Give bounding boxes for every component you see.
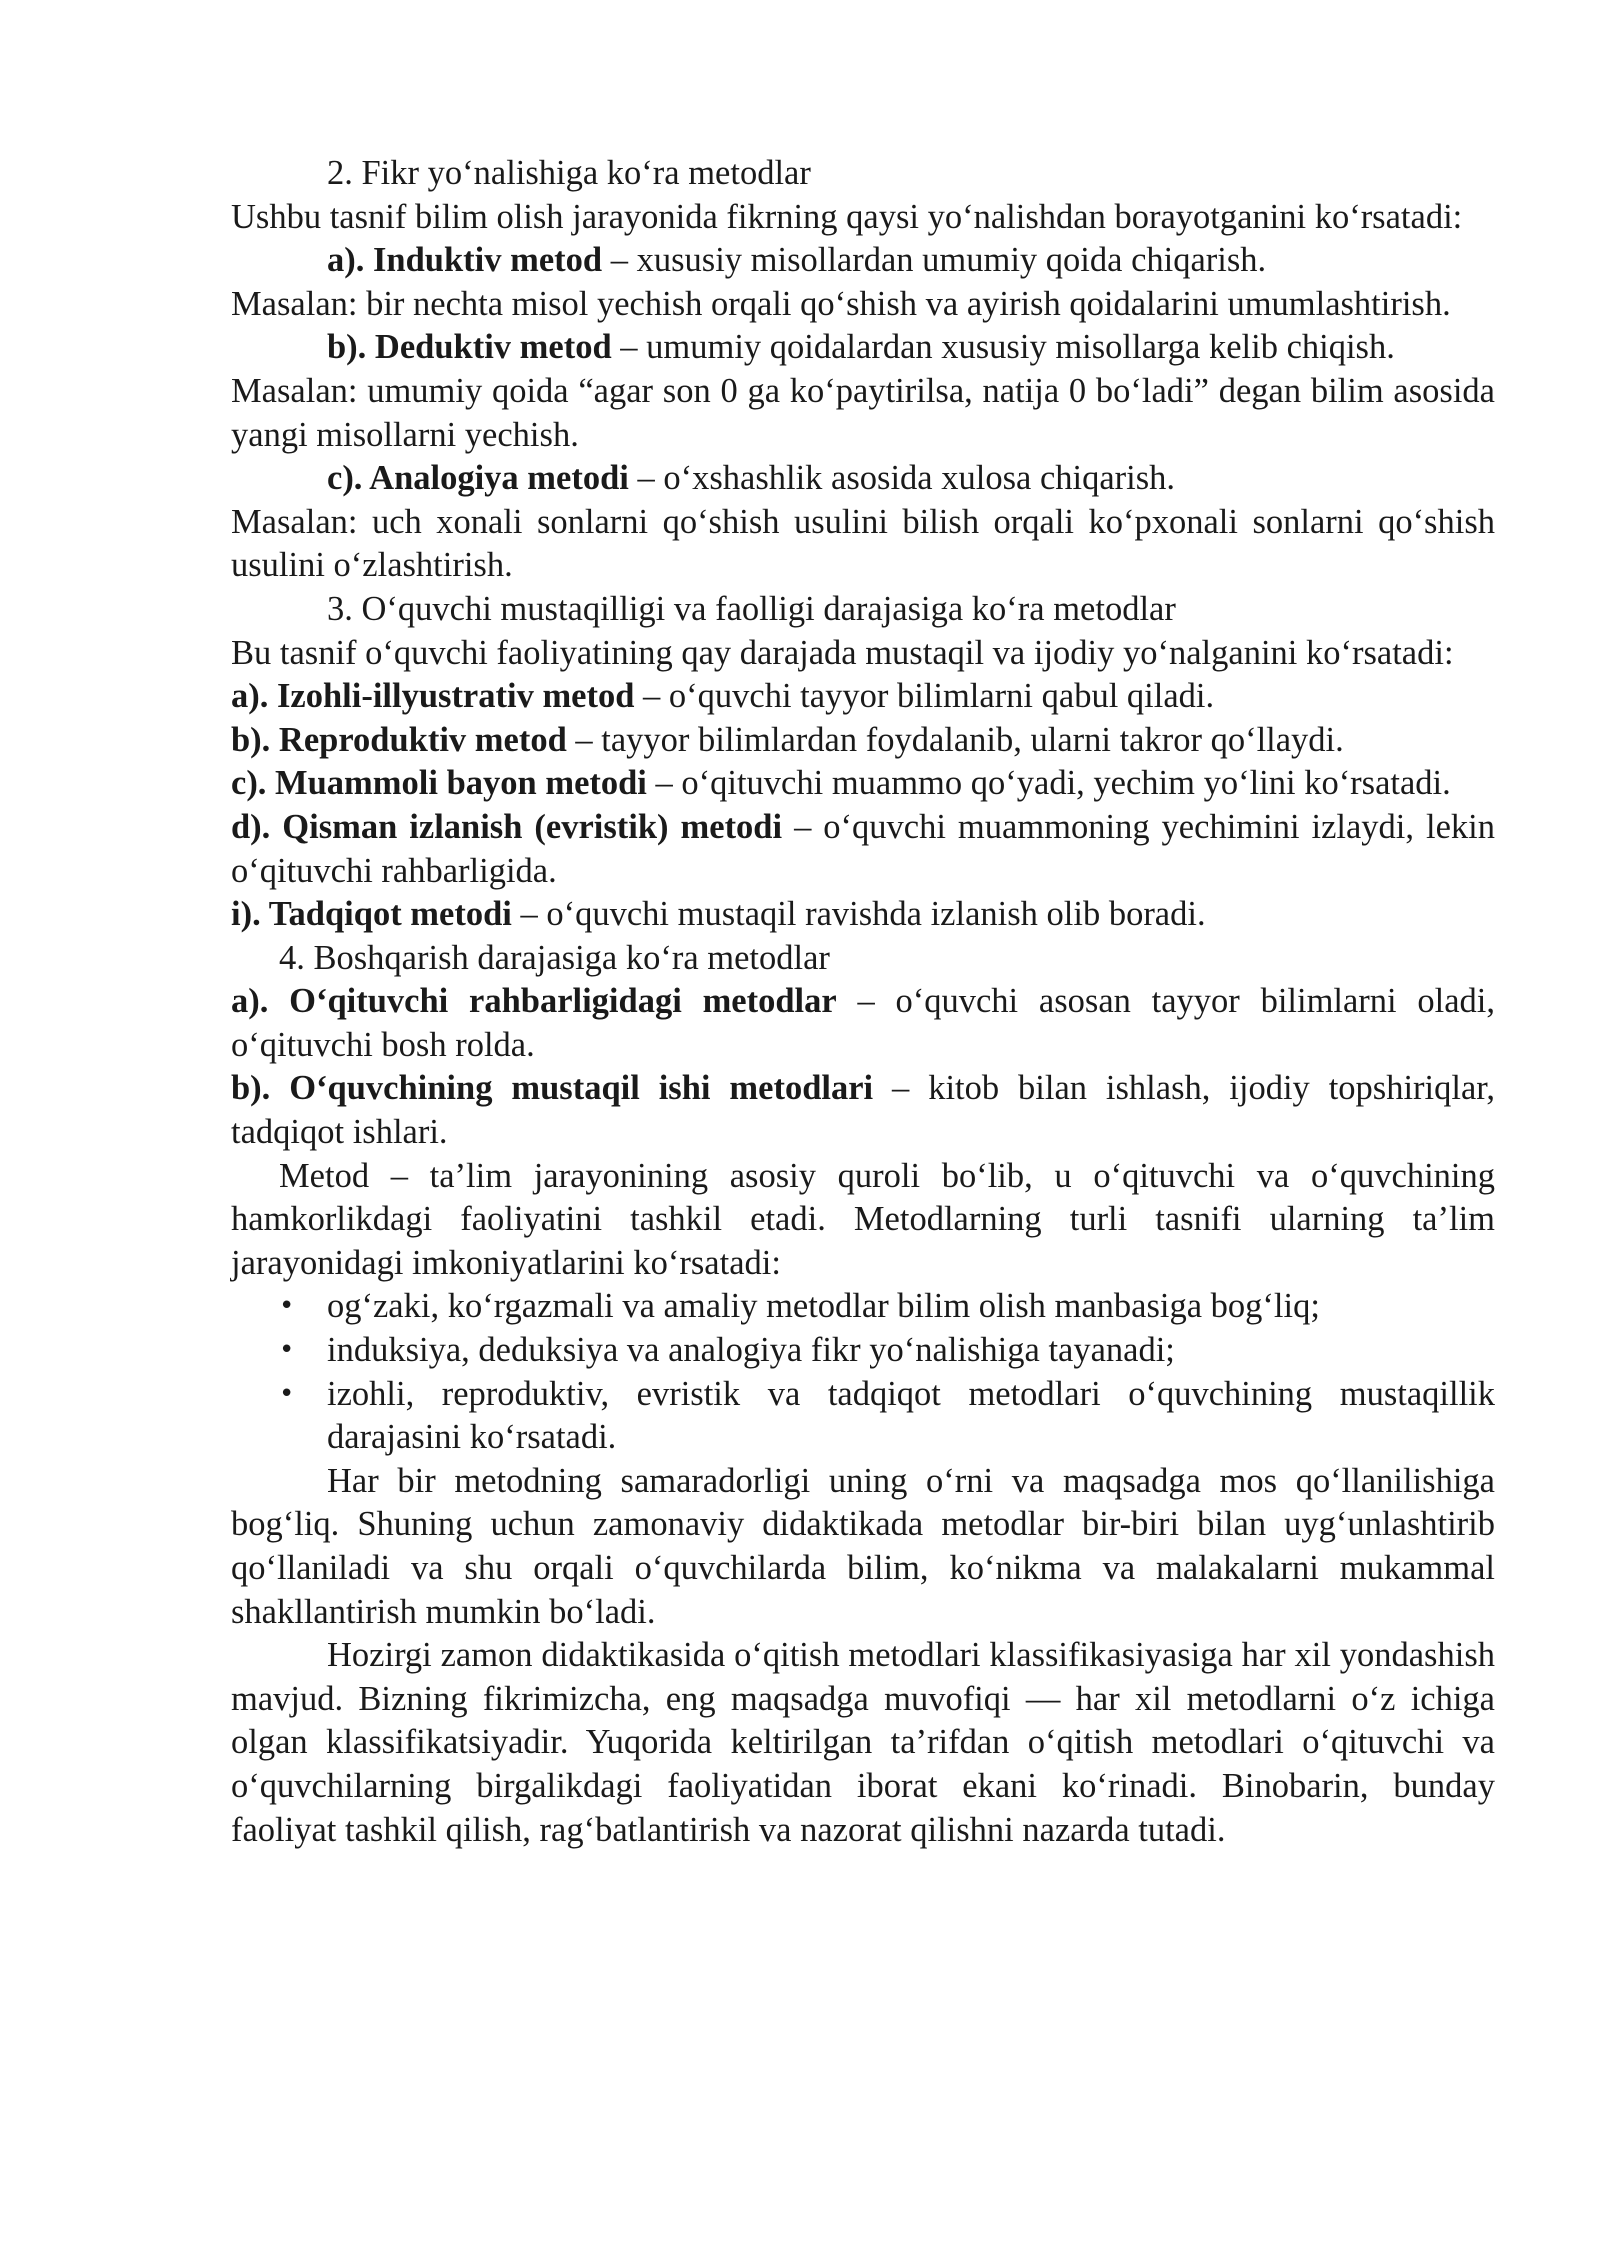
summary-bullet-list [231, 1285, 1495, 1459]
section2-item-b [231, 326, 1495, 370]
section2-intro: Ushbu tasnif bilim olish jarayonida fikrning qaysi yo‘nalishdan borayotganini ko‘rsatadi: [231, 197, 1463, 236]
term: b). O‘quvchining mustaqil ishi metodlari [231, 1069, 874, 1108]
term: c). Muammoli bayon metodi [231, 764, 647, 803]
definition: – o‘quvchi asosan tayyor bilimlarni oladi, o‘qituvchi bosh rolda. [231, 982, 1496, 1064]
section4-heading: 4. Boshqarish darajasiga ko‘ra metodlar [279, 938, 830, 977]
section3-item-a [231, 675, 1495, 719]
term: i). Tadqiqot metodi [231, 895, 512, 934]
definition: – o‘quvchi tayyor bilimlarni qabul qiladi. [634, 677, 1215, 716]
definition: – xususiy misollardan umumiy qoida chiqarish. [602, 241, 1267, 280]
section4-item-a [231, 980, 1495, 1067]
section2-item-a [231, 239, 1495, 283]
bullet-text: izohli, reproduktiv, evristik va tadqiqot metodlari o‘quvchining mustaqillik darajasini ko‘rsatadi. [327, 1374, 1495, 1457]
definition: – o‘qituvchi muammo qo‘yadi, yechim yo‘lini ko‘rsatadi. [646, 764, 1451, 803]
effectiveness-paragraph: Har bir metodning samaradorligi uning o‘rni va maqsadga mos qo‘llanilishiga bog‘liq. Shuning uchun zamonaviy didaktikada metodlar bir-biri bilan uyg‘unlashtirib qo‘llaniladi va shu orqali o‘quvchilarda bilim, ko‘nikma va malakalarni mukammal shakllantirish mumkin bo‘ladi. [231, 1461, 1495, 1631]
section3-item-b [231, 719, 1495, 763]
term: a). Induktiv metod [327, 241, 603, 280]
bullet-text: og‘zaki, ko‘rgazmali va amaliy metodlar bilim olish manbasiga bog‘liq; [327, 1287, 1320, 1326]
section2-example-b: Masalan: umumiy qoida “agar son 0 ga ko‘paytirilsa, natija 0 bo‘ladi” degan bilim asosida yangi misollarni yechish. [231, 371, 1495, 454]
definition: – tayyor bilimlardan foydalanib, ularni takror qo‘llaydi. [566, 720, 1344, 759]
bullet-icon: • [279, 1291, 295, 1322]
summary-paragraph: Metod – ta’lim jarayonining asosiy quroli bo‘lib, u o‘qituvchi va o‘quvchining hamkorlikdagi faoliyatini tashkil etadi. Metodlarning turli tasnifi ularning ta’lim jarayonidagi imkoniyatlarini ko‘rsatadi: [231, 1156, 1495, 1282]
list-item [231, 1373, 1495, 1460]
bullet-icon: • [279, 1378, 295, 1409]
bullet-icon: • [279, 1335, 295, 1366]
section2-example-c: Masalan: uch xonali sonlarni qo‘shish usulini bilish orqali ko‘pxonali sonlarni qo‘shish usulini o‘zlashtirish. [231, 502, 1495, 585]
section3-intro: Bu tasnif o‘quvchi faoliyatining qay darajada mustaqil va ijodiy yo‘nalganini ko‘rsatadi: [231, 633, 1454, 672]
section3-item-c [231, 762, 1495, 806]
classification-paragraph: Hozirgi zamon didaktikasida o‘qitish metodlari klassifikasiyasiga har xil yondashish mavjud. Bizning fikrimizcha, eng maqsadga muvofiqi — har xil metodlarni o‘z ichiga olgan klassifikatsiyadir. Yuqorida keltirilgan ta’rifdan o‘qitish metodlari o‘qituvchi va o‘quvchilarning birgalikdagi faoliyatidan iborat ekani ko‘rinadi. Binobarin, bunday faoliyat tashkil qilish, rag‘batlantirish va nazorat qilishni nazarda tutadi. [231, 1636, 1495, 1849]
list-item [231, 1329, 1495, 1373]
section4-item-b [231, 1067, 1495, 1154]
section3-item-d [231, 806, 1495, 893]
term: c). Analogiya metodi [327, 459, 629, 498]
document-page [231, 152, 1495, 1852]
term: d). Qisman izlanish (evristik) metodi [231, 807, 783, 846]
definition: – umumiy qoidalardan xususiy misollarga kelib chiqish. [611, 328, 1395, 367]
term: b). Deduktiv metod [327, 328, 612, 367]
definition: – o‘quvchi mustaqil ravishda izlanish olib boradi. [511, 895, 1206, 934]
term: b). Reproduktiv metod [231, 720, 567, 759]
term: a). O‘qituvchi rahbarligidagi metodlar [231, 982, 837, 1021]
definition: – o‘xshashlik asosida xulosa chiqarish. [628, 459, 1176, 498]
term: a). Izohli-illyustrativ metod [231, 677, 635, 716]
definition: – o‘quvchi muammoning yechimini izlaydi, lekin o‘qituvchi rahbarligida. [231, 807, 1495, 890]
list-item [231, 1285, 1495, 1329]
bullet-text: induksiya, deduksiya va analogiya fikr yo‘nalishiga tayanadi; [327, 1331, 1175, 1370]
section2-example-a: Masalan: bir nechta misol yechish orqali qo‘shish va ayirish qoidalarini umumlashtirish. [231, 284, 1451, 323]
section3-item-i [231, 893, 1495, 937]
section3-heading: 3. O‘quvchi mustaqilligi va faolligi darajasiga ko‘ra metodlar [327, 589, 1176, 628]
section2-item-c [231, 457, 1495, 501]
definition: – kitob bilan ishlash, ijodiy topshiriqlar, tadqiqot ishlari. [231, 1069, 1495, 1152]
section2-heading: 2. Fikr yo‘nalishiga ko‘ra metodlar [327, 154, 811, 192]
